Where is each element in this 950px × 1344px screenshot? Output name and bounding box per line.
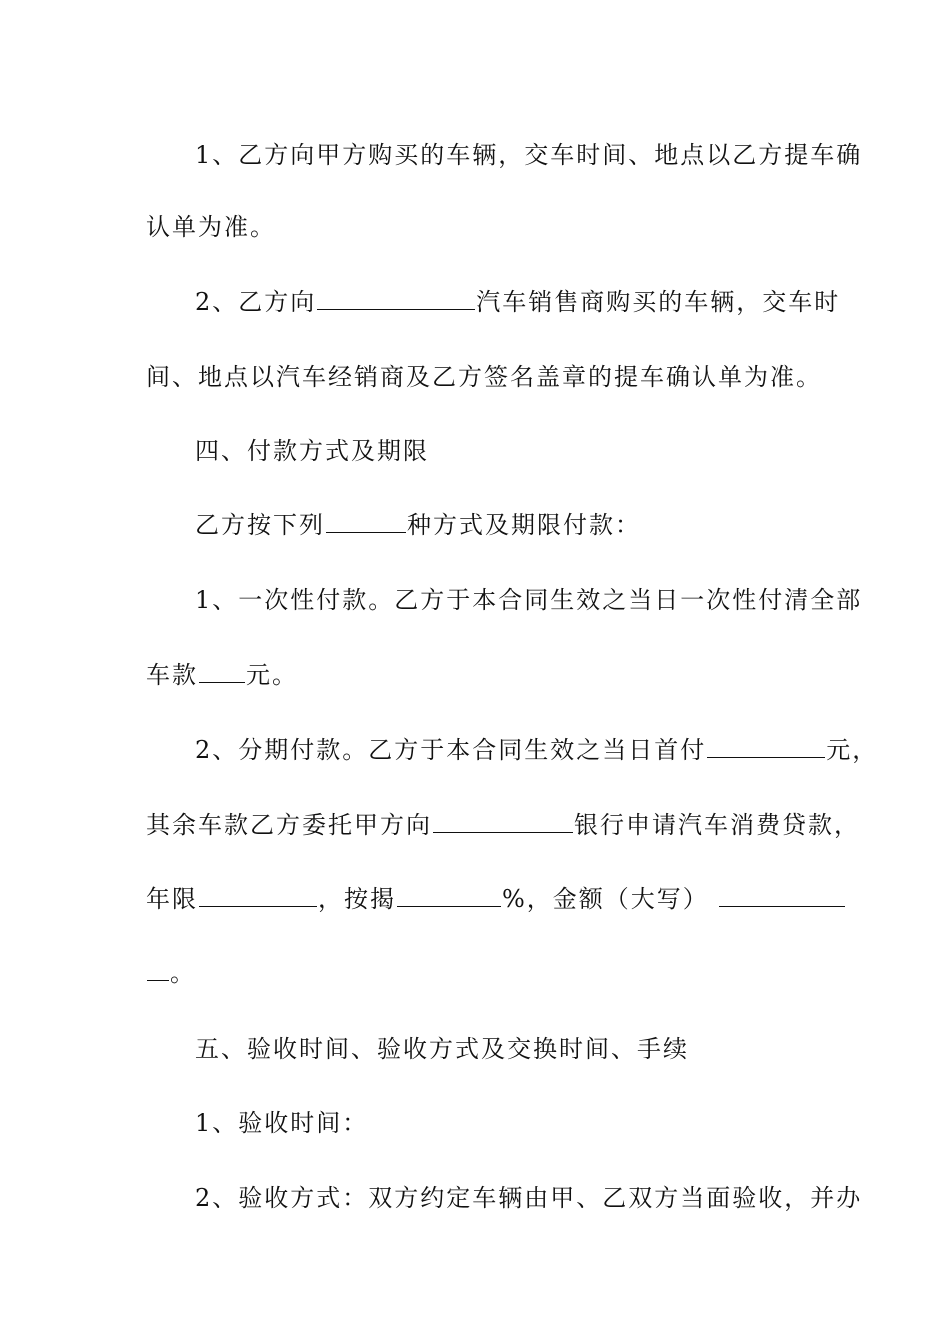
text: 认单为准。 (146, 213, 276, 241)
text: 。 (170, 959, 196, 987)
text: 间、地点以汽车经销商及乙方签名盖章的提车确认单为准。 (146, 363, 822, 391)
acceptance-time-line (195, 1108, 368, 1138)
blank-field (326, 510, 406, 533)
paragraph-2-line-2 (146, 362, 822, 392)
installment-line-3 (146, 884, 846, 914)
blank-field (707, 735, 825, 758)
text: 乙方按下列 (195, 511, 325, 539)
text: 年限 (146, 885, 198, 913)
text: 2、乙方向 (195, 288, 317, 316)
installment-line-4 (146, 958, 196, 988)
paragraph-1-line-2 (146, 212, 276, 242)
installment-line-1 (195, 735, 878, 765)
paragraph-1-line-1 (195, 140, 862, 170)
lump-sum-line-1 (195, 585, 862, 615)
text: 1、一次性付款。乙方于本合同生效之当日一次性付清全部 (195, 586, 863, 614)
blank-field (317, 287, 475, 310)
section-heading-4 (195, 436, 429, 466)
section-heading-5 (195, 1034, 689, 1064)
text: 2、验收方式：双方约定车辆由甲、乙双方当面验收，并办 (195, 1184, 863, 1212)
paragraph-2-line-1 (195, 287, 840, 317)
acceptance-method-line (195, 1183, 862, 1213)
text: 银行申请汽车消费贷款， (574, 811, 860, 839)
blank-field (433, 810, 573, 833)
text: ，按揭 (318, 885, 396, 913)
text: 1、验收时间： (195, 1109, 369, 1137)
text: 1、乙方向甲方购买的车辆，交车时间、地点以乙方提车确 (195, 141, 863, 169)
text: 汽车销售商购买的车辆，交车时 (476, 288, 841, 316)
installment-line-2 (146, 810, 860, 840)
lump-sum-line-2 (146, 660, 298, 690)
text: %，金额（大写） (502, 885, 709, 913)
text: 四、付款方式及期限 (195, 437, 429, 465)
text: 五、验收时间、验收方式及交换时间、手续 (195, 1035, 689, 1063)
blank-field (397, 884, 501, 907)
text: 其余车款乙方委托甲方向 (146, 811, 432, 839)
text: 元。 (246, 661, 298, 689)
payment-method-line (195, 510, 641, 540)
blank-field (719, 884, 845, 907)
text: 元， (826, 736, 879, 764)
text: 车款 (146, 661, 198, 689)
blank-field (147, 958, 169, 981)
text: 2、分期付款。乙方于本合同生效之当日首付 (195, 736, 707, 764)
blank-field (199, 884, 317, 907)
text: 种方式及期限付款： (407, 511, 641, 539)
blank-field (199, 660, 245, 683)
